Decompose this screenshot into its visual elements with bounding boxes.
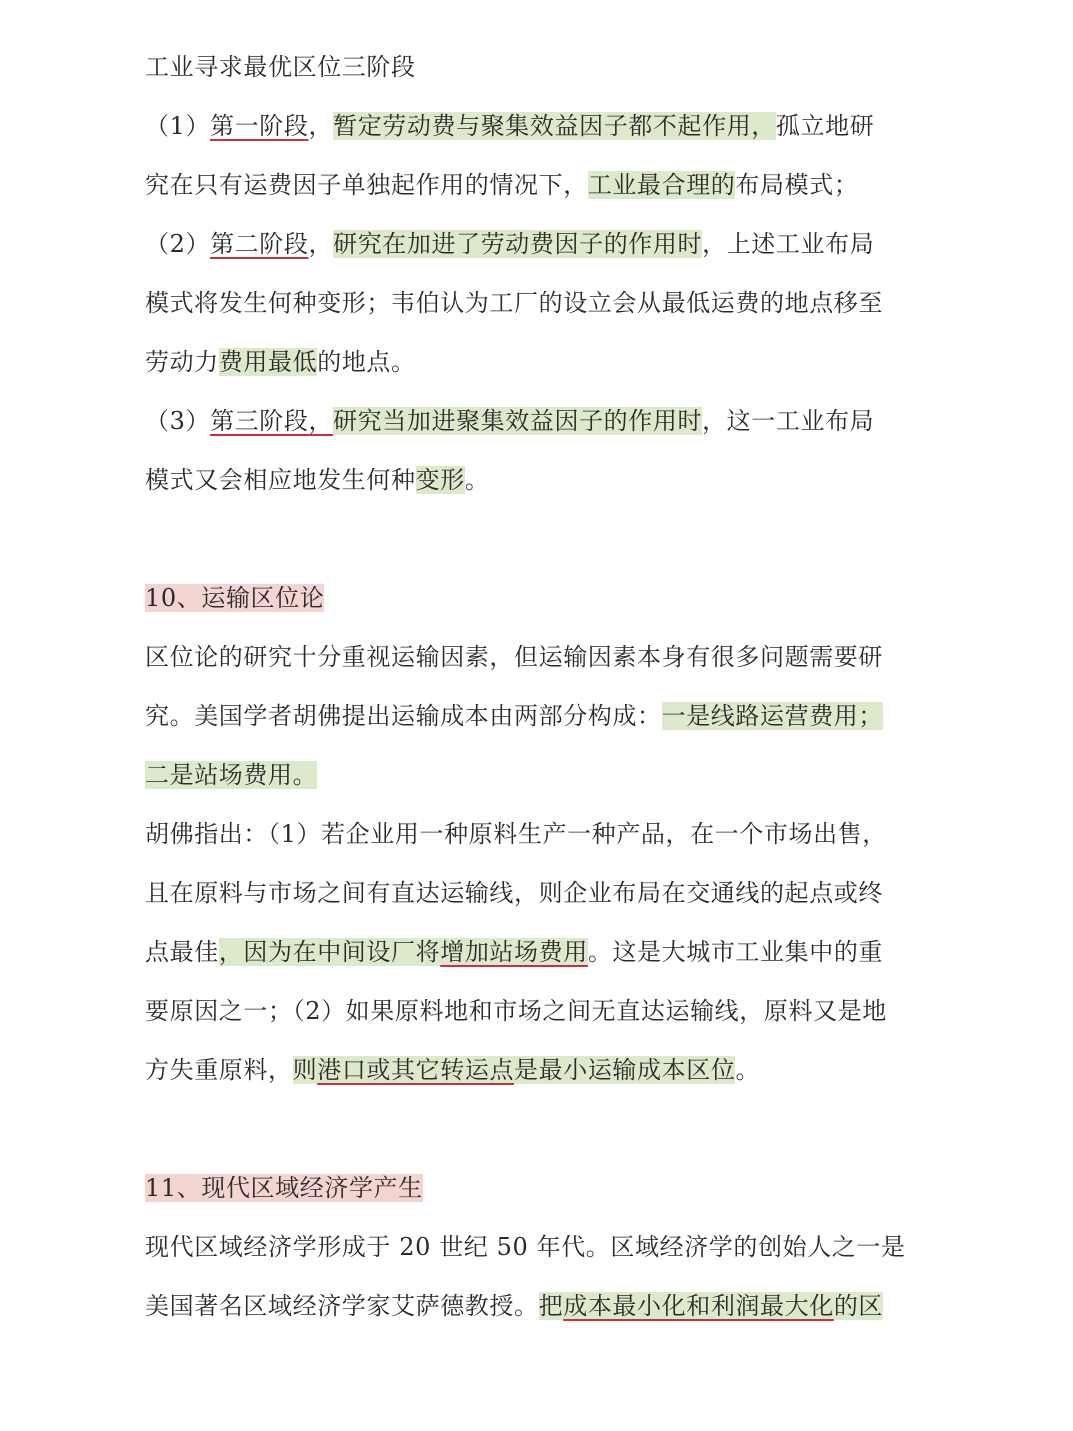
section10-p1-line1: 区位论的研究十分重视运输因素，但运输因素本身有很多问题需要研 — [145, 643, 883, 671]
section10-p2-line5-pre: 方失重原料， — [145, 1056, 293, 1084]
section10-p2-line3-underlined: 增加站场费用 — [440, 938, 588, 966]
section10-p2-line5-post: 。 — [735, 1056, 761, 1084]
stage3-rest: ，这一工业布局 — [702, 407, 875, 435]
stage1-line2 — [145, 168, 858, 202]
section10-p2-line5-highlight1: 则 — [292, 1056, 318, 1084]
section11-line2-highlight2: 的区 — [833, 1292, 884, 1320]
section11-line1: 现代区域经济学形成于 20 世纪 50 年代。区域经济学的创始人之一是 — [145, 1233, 906, 1261]
stage2-line1 — [145, 227, 874, 261]
section10-p2-line3-pre: 点最佳 — [145, 938, 219, 966]
stage1-rest: 孤立地研 — [775, 112, 875, 140]
section10-heading: 10、运输区位论 — [145, 584, 325, 612]
section11-heading: 11、现代区域经济学产生 — [145, 1174, 423, 1202]
section10-p2-line3 — [145, 935, 883, 969]
stage3-line2-pre: 模式又会相应地发生何种 — [145, 466, 416, 494]
stage1-line2-pre: 究在只有运费因子单独起作用的情况下， — [145, 171, 588, 199]
stage2-label: 第二阶段 — [210, 230, 309, 258]
section11-line2-pre: 美国著名区域经济学家艾萨德教授。 — [145, 1292, 539, 1320]
section10-p2-line5-highlight2: 是最小运输成本区位 — [514, 1056, 736, 1084]
stage2-comma: ， — [308, 230, 334, 258]
section10-p2-line3-highlight: ，因为在中间设厂将 — [218, 938, 441, 966]
section10-p2-line4: 要原因之一；（2）如果原料地和市场之间无直达运输线，原料又是地 — [145, 997, 887, 1025]
stage1-line2-highlight: 工业最合理的 — [587, 171, 736, 199]
stage3-line1 — [145, 404, 874, 438]
stage3-line2-highlight: 变形 — [415, 466, 465, 494]
stage1-label: 第一阶段 — [210, 112, 309, 140]
section11-line2 — [145, 1289, 883, 1323]
section10-p1-line2-pre: 究。美国学者胡佛提出运输成本由两部分构成： — [145, 702, 662, 730]
section10-p1-line3-highlight: 二是站场费用。 — [145, 761, 318, 789]
stage2-line3-highlight: 费用最低 — [218, 348, 318, 376]
section10-p1-line3 — [145, 758, 317, 792]
stage2-line3-pre: 劳动力 — [145, 348, 219, 376]
section11-line2-highlight1: 把 — [538, 1292, 564, 1320]
section10-p2-line3-post: 。这是大城市工业集中的重 — [587, 938, 884, 966]
section10-p2-line5 — [145, 1053, 760, 1087]
stage3-line2 — [145, 463, 489, 497]
section10-p2-line2: 且在原料与市场之间有直达运输线，则企业布局在交通线的起点或终 — [145, 879, 883, 907]
section10-p1-line2 — [145, 699, 883, 733]
section10-p2-line1: 胡佛指出：（1）若企业用一种原料生产一种产品，在一个市场出售， — [145, 820, 887, 848]
stage1-highlight: 暂定劳动费与聚集效益因子都不起作用， — [333, 112, 776, 140]
stage1-line2-post: 布局模式； — [735, 171, 859, 199]
section11-line2-underlined: 成本最小化和利润最大化 — [563, 1292, 834, 1320]
stage3-line2-post: 。 — [464, 466, 490, 494]
section10-heading-line — [145, 581, 324, 615]
section11-heading-line — [145, 1171, 423, 1205]
stage1-comma: ， — [308, 112, 334, 140]
stage3-label: 第三阶段， — [210, 407, 334, 435]
stage2-highlight: 研究在加进了劳动费因子的作用时 — [333, 230, 703, 258]
stage2-line3 — [145, 345, 416, 379]
stage3-prefix: （3） — [145, 407, 211, 435]
stage2-line3-post: 的地点。 — [317, 348, 416, 376]
intro-title: 工业寻求最优区位三阶段 — [145, 53, 416, 81]
stage1-line1 — [145, 109, 874, 143]
section10-p1-line2-highlight: 一是线路运营费用； — [661, 702, 884, 730]
section10-p2-line5-underlined: 港口或其它转运点 — [317, 1056, 515, 1084]
stage2-rest: ，上述工业布局 — [702, 230, 875, 258]
stage2-prefix: （2） — [145, 230, 211, 258]
stage3-highlight: 研究当加进聚集效益因子的作用时 — [333, 407, 703, 435]
stage2-line2: 模式将发生何种变形；韦伯认为工厂的设立会从最低运费的地点移至 — [145, 289, 883, 317]
stage1-prefix: （1） — [145, 112, 211, 140]
